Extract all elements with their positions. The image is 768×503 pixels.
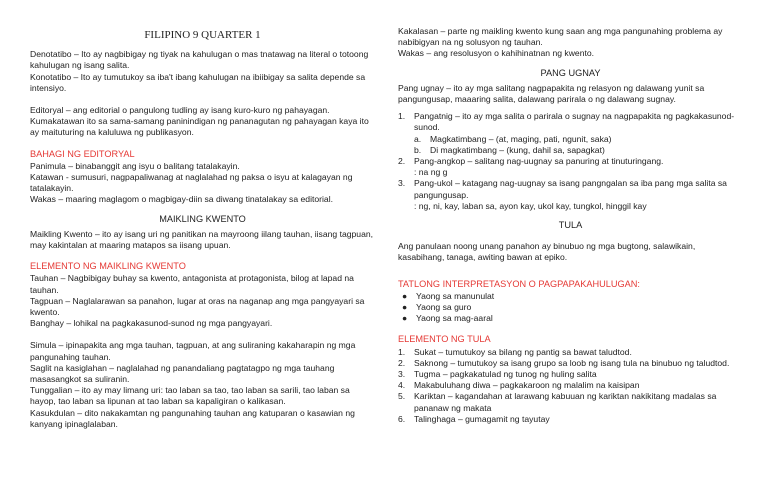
elemento-maikling-kwento-heading: ELEMENTO NG MAIKLING KWENTO xyxy=(30,261,186,272)
pang-ugnay-list xyxy=(398,111,743,212)
elemento-tula-list xyxy=(398,347,743,425)
talinghaga-item: Talinghaga – gumagamit ng tayutay xyxy=(414,413,550,424)
list-number: 1. xyxy=(398,111,406,122)
list-item xyxy=(398,391,743,413)
list-number: 3. xyxy=(398,178,406,189)
pang-angkop-note: : na ng g xyxy=(414,167,448,178)
maikling-kwento-definition: Maikling Kwento – ito ay isang uri ng panitikan na mayroong iilang tauhan, iisang tagpuan, may kakintalan at maaring matapos sa iisang upuan. xyxy=(30,228,374,251)
pangatnig-item: Pangatnig – ito ay mga salita o parirala o sugnay na nagpapakita ng pagkakasunod-sunod. xyxy=(414,111,735,133)
kasukdulan-item: Kasukdulan – dito nakakamtan ng pangunahing tauhan ang katuparan o kasawian ng kanyang ipinaglalaban. xyxy=(30,407,355,429)
tula-definition: Ang panulaan noong unang panahon ay binubuo ng mga bugtong, salawikain, kasabihang, tanaga, awiting bawan at epiko. xyxy=(398,241,696,263)
list-item xyxy=(398,414,743,425)
list-item xyxy=(398,156,743,178)
interpretasyon-item: Yaong sa mag-aaral xyxy=(416,313,493,324)
pang-ugnay-definition: Pang ugnay – ito ay mga salitang nagpapakita ng relasyon ng dalawang yunit sa pangungusap, maaaring salita, dalawang parirala o ng dalawang sugnay. xyxy=(398,82,705,105)
di-magkatimbang-item: Di magkatimbang – (kung, dahil sa, sapagkat) xyxy=(430,144,605,155)
tauhan-item: Tauhan – Nagbibigay buhay sa kwento, antagonista at protagonista, bilog at lapad na tauhan. xyxy=(30,273,354,295)
list-item xyxy=(398,313,743,324)
sub-letter: a. xyxy=(414,133,422,144)
simula-item: Simula – ipinapakita ang mga tauhan, tagpuan, at ang suliraning kakaharapin ng mga pangunahing tauhan. xyxy=(30,340,356,362)
tunggalian-item: Tunggalian – ito ay may limang uri: tao laban sa tao, tao laban sa sarili, tao laban sa hayop, tao laban sa lipunan at tao laban sa kapaligiran o kalikasan. xyxy=(30,385,350,407)
sub-item xyxy=(414,134,743,145)
list-item xyxy=(398,178,743,212)
list-number: 5. xyxy=(398,391,406,402)
sub-item xyxy=(414,145,743,156)
page-title: FILIPINO 9 QUARTER 1 xyxy=(144,29,261,41)
interpretasyon-item: Yaong sa guro xyxy=(416,302,472,313)
katawan-item: Katawan - sumusuri, nagpapaliwanag at naglalahad ng paksa o isyu at kalagayan ng tatalakayin. xyxy=(30,172,353,194)
magkatimbang-item: Magkatimbang – (at, maging, pati, ngunit, saka) xyxy=(430,133,612,144)
saknong-item: Saknong – tumutukoy sa isang grupo sa loob ng isang tula na binubuo ng taludtod. xyxy=(414,357,730,368)
wakas-kwento-item: Wakas – ang resolusyon o kahihinatnan ng kwento. xyxy=(398,48,595,59)
list-item xyxy=(398,111,743,156)
sub-letter: b. xyxy=(414,144,422,155)
list-item xyxy=(398,291,743,302)
denotatibo-definition: Denotatibo – Ito ay nagbibigay ng tiyak na kahulugan o mas tnatawag na literal o totoong kahulugan ng isang salita. xyxy=(30,49,369,71)
saglit-na-kasiglahan-item: Saglit na kasiglahan – naglalahad ng panandaliang pagtatagpo ng mga tauhang masasangkot sa suliranin. xyxy=(30,362,335,385)
tagpuan-item: Tagpuan – Naglalarawan sa panahon, lugar at oras na naganap ang mga pangyayari sa kwento. xyxy=(30,295,365,318)
list-number: 3. xyxy=(398,369,406,380)
list-item xyxy=(398,369,743,380)
panimula-item: Panimula – binabanggit ang isyu o balitang tatalakayin. xyxy=(30,160,240,171)
list-number: 2. xyxy=(398,156,406,167)
pang-ukol-note: : ng, ni, kay, laban sa, ayon kay, ukol kay, tungkol, hinggil kay xyxy=(414,200,647,211)
bahagi-editoryal-heading: BAHAGI NG EDITORYAL xyxy=(30,148,135,159)
elemento-tula-heading: ELEMENTO NG TULA xyxy=(398,334,491,345)
list-item xyxy=(398,347,743,358)
list-item xyxy=(398,302,743,313)
editoryal-definition: Editoryal – ang editorial o pangulong tudling ay isang kuro-kuro ng pahayagan. Kumakatawan ito sa sama-samang paninindigan ng pananagutan ng pahayagan kaya ito ay maituturing na kaluluwa ng publikasyon. xyxy=(30,105,369,138)
list-number: 2. xyxy=(398,357,406,368)
list-number: 4. xyxy=(398,380,406,391)
kakalasan-item: Kakalasan – parte ng maikling kwento kung saan ang mga pangunahing problema ay nabibigyan na ng solusyon ng tauhan. xyxy=(398,26,723,48)
tugma-item: Tugma – pagkakatulad ng tunog ng huling salita xyxy=(414,369,597,380)
pang-angkop-item: Pang-angkop – salitang nag-uugnay sa panuring at tinuturingang. xyxy=(414,156,664,167)
pang-ukol-item: Pang-ukol – katagang nag-uugnay sa isang pangngalan sa iba pang mga salita sa pangungusap. xyxy=(414,178,727,200)
maikling-kwento-heading: MAIKLING KWENTO xyxy=(159,213,246,224)
list-item xyxy=(398,358,743,369)
makabuluhang-diwa-item: Makabuluhang diwa – pagkakaroon ng malalim na kaisipan xyxy=(414,380,640,391)
tula-heading: TULA xyxy=(558,220,583,231)
bullet-icon: ● xyxy=(402,302,408,313)
pang-ugnay-heading: PANG UGNAY xyxy=(540,67,601,78)
bullet-icon: ● xyxy=(402,313,408,324)
kariktan-item: Kariktan – kagandahan at larawang kabuuan ng kariktan nakikitang madalas sa pananaw ng makata xyxy=(414,391,717,413)
interpretasyon-item: Yaong sa manunulat xyxy=(416,290,495,301)
wakas-editoryal-item: Wakas – maaring maglagom o magbigay-diin sa diwang tinatalakay sa editorial. xyxy=(30,194,334,205)
right-column xyxy=(398,26,743,425)
banghay-item: Banghay – lohikal na pagkakasunod-sunod ng mga pangyayari. xyxy=(30,318,273,329)
list-item xyxy=(398,380,743,391)
tatlong-interpretasyon-heading: TATLONG INTERPRETASYON O PAGPAPAKAHULUGAN: xyxy=(398,278,640,289)
list-number: 1. xyxy=(398,346,406,357)
left-column xyxy=(30,0,375,430)
sukat-item: Sukat – tumutukoy sa bilang ng pantig sa bawat taludtod. xyxy=(414,346,632,357)
konotatibo-definition: Konotatibo – Ito ay tumutukoy sa iba't ibang kahulugan na ibiibigay sa salita depende sa intensiyo. xyxy=(30,71,366,93)
bullet-icon: ● xyxy=(402,290,408,301)
list-number: 6. xyxy=(398,413,406,424)
